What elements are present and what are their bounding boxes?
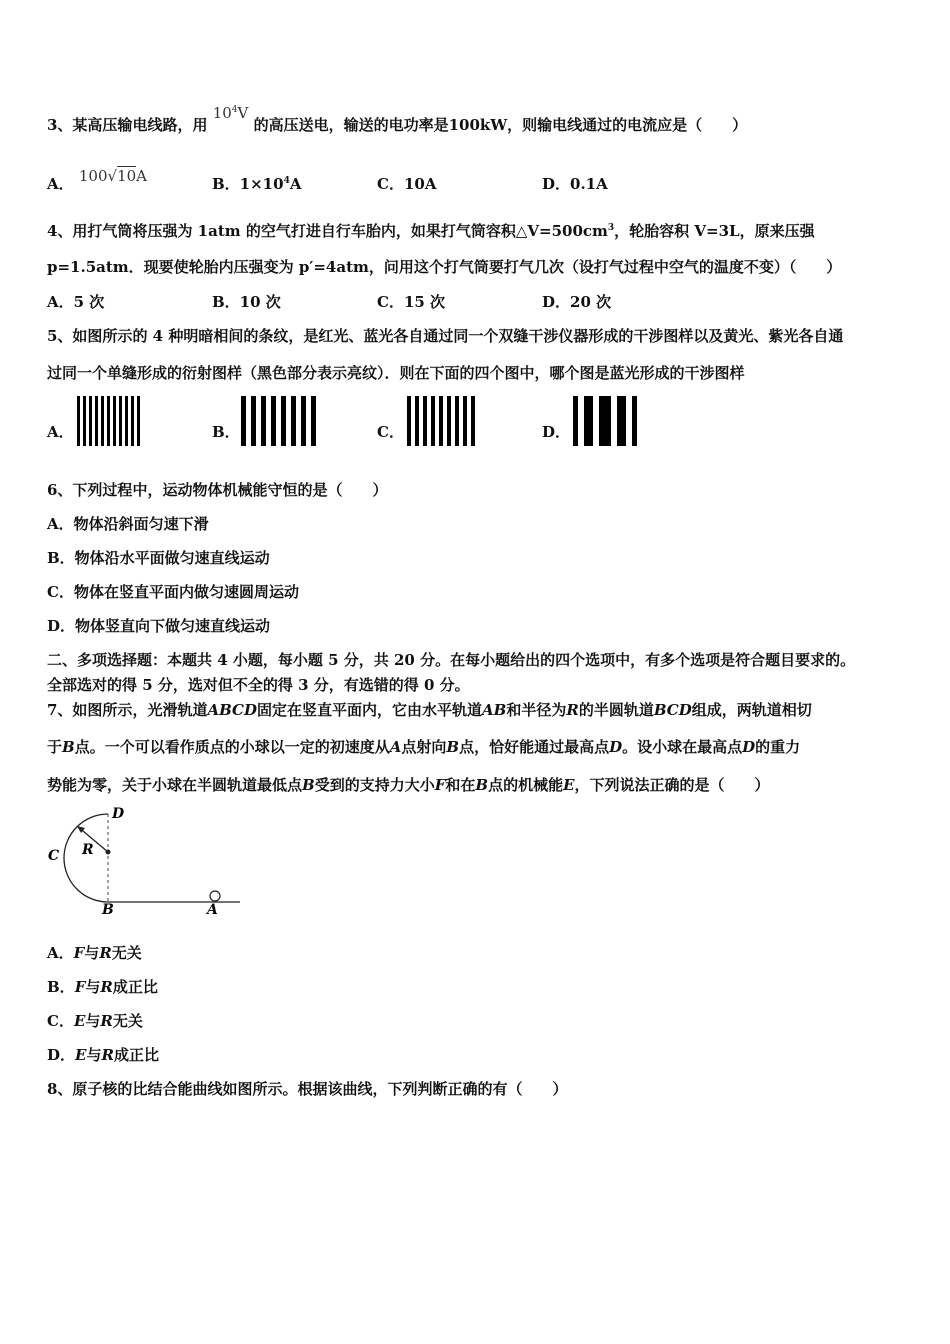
q7-b-v2: R (100, 978, 113, 996)
stripe-bar (415, 396, 419, 446)
q7-b-label: B． (47, 978, 75, 996)
stripe-bar (113, 396, 116, 446)
q7-c-tail: 无关 (112, 1012, 143, 1030)
q3-option-a-label: A． (47, 175, 74, 193)
q7-l3d: 点的机械能 (488, 776, 564, 794)
stripe-bar (423, 396, 427, 446)
q7-l2f: 的重力 (755, 738, 801, 756)
q7-l2d: 点，恰好能通过最高点 (459, 738, 610, 756)
q7-l1b: 固定在竖直平面内，它由水平轨道 (257, 701, 483, 719)
stripe-bar (131, 396, 134, 446)
q3-stem (47, 104, 748, 135)
q4-line1-post: ，轮胎容积 V=3L，原来压强 (614, 222, 815, 240)
stripe-bar (101, 396, 104, 446)
q7-d-v1: E (75, 1046, 87, 1064)
q7-d-v2: R (101, 1046, 114, 1064)
stripe-bar (83, 396, 86, 446)
q3-option-b-unit: A (289, 175, 302, 193)
label-a: A (207, 902, 218, 917)
stripe-bar (573, 396, 578, 446)
q3-option-a[interactable] (47, 167, 148, 194)
q7-l1c: 和半径为 (506, 701, 567, 719)
q3-a-math-radicand: 10 (117, 167, 137, 185)
q8-stem: 8、原子核的比结合能曲线如图所示。根据该曲线，下列判断正确的有（ ） (47, 1080, 568, 1098)
stripe-bar (431, 396, 435, 446)
stripe-bar (125, 396, 128, 446)
q3-option-b-exp: 4 (283, 176, 290, 186)
q7-option-d[interactable] (47, 1045, 159, 1065)
q7-a-tail: 无关 (111, 944, 142, 962)
q7-l1d: 的半圆轨道 (578, 701, 654, 719)
q5-option-d[interactable]: D． (542, 423, 571, 441)
q3-option-c[interactable]: C．10A (377, 175, 437, 193)
q7-a-label: A． (47, 944, 74, 962)
q3-option-b[interactable] (212, 174, 301, 194)
stripe-bar (301, 396, 306, 446)
q7-var-r: R (566, 701, 579, 719)
q7-option-a[interactable] (47, 943, 142, 963)
q4-option-d[interactable]: D．20 次 (542, 293, 612, 311)
q7-l3e: ，下列说法正确的是（ ） (574, 776, 770, 794)
q6-option-a[interactable]: A．物体沿斜面匀速下滑 (47, 515, 209, 533)
q5-pattern-d (573, 396, 652, 446)
q4-option-b[interactable]: B．10 次 (212, 293, 281, 311)
q7-var-ab: AB (482, 701, 507, 719)
q3-voltage-unit: V (237, 104, 249, 122)
q3-option-a-math (79, 167, 147, 185)
q7-b-mid: 与 (85, 978, 101, 996)
stripe-bar (632, 396, 637, 446)
ball-icon (210, 891, 220, 901)
q4-option-c[interactable]: C．15 次 (377, 293, 446, 311)
q7-stem-line1 (47, 700, 812, 720)
q7-var-f: F (434, 776, 446, 794)
q7-l1e: 组成，两轨道相切 (691, 701, 812, 719)
q7-d-label: D． (47, 1046, 76, 1064)
stripe-bar (119, 396, 122, 446)
q3-voltage-base: 10 (212, 104, 232, 122)
q6-option-b[interactable]: B．物体沿水平面做匀速直线运动 (47, 549, 270, 567)
q7-c-mid: 与 (85, 1012, 101, 1030)
q7-l1a: 7、如图所示，光滑轨道 (47, 701, 208, 719)
q7-a-v1: F (73, 944, 85, 962)
q7-option-b[interactable] (47, 977, 158, 997)
q7-l2a: 于 (47, 738, 63, 756)
q7-d-tail: 成正比 (113, 1046, 159, 1064)
q7-var-bcd: BCD (653, 701, 692, 719)
stripe-bar (617, 396, 626, 446)
q7-var-b3: B (302, 776, 315, 794)
q3-option-b-text: B．1×10 (212, 175, 284, 193)
stripe-bar (251, 396, 256, 446)
q3-text-post: 的高压送电，输送的电功率是 (253, 116, 449, 134)
stripe-bar (271, 396, 276, 446)
center-point (106, 850, 111, 855)
q7-track-diagram (45, 802, 245, 917)
q7-stem-line2 (47, 737, 800, 757)
q5-stem-line2: 过同一个单缝形成的衍射图样（黑色部分表示亮纹）．则在下面的四个图中，哪个图是蓝光形成的干涉图样 (47, 364, 745, 382)
q6-stem: 6、下列过程中，运动物体机械能守恒的是（ ） (47, 481, 388, 499)
stripe-bar (584, 396, 593, 446)
q7-l3c: 和在 (445, 776, 476, 794)
q3-voltage-exp: 4 (231, 105, 238, 115)
stripe-bar (95, 396, 98, 446)
stripe-bar (261, 396, 266, 446)
stripe-bar (439, 396, 443, 446)
q6-option-d[interactable]: D．物体竖直向下做匀速直线运动 (47, 617, 271, 635)
q5-option-a[interactable]: A． (47, 423, 74, 441)
q3-option-d[interactable]: D．0.1A (542, 175, 608, 193)
q7-var-b1: B (62, 738, 75, 756)
q7-d-mid: 与 (86, 1046, 102, 1064)
label-b: B (102, 902, 114, 917)
q4-stem-line1 (47, 221, 815, 241)
q7-var-b2: B (446, 738, 460, 756)
stripe-bar (107, 396, 110, 446)
q3-a-math-unit: A (136, 167, 148, 185)
q7-a-mid: 与 (84, 944, 100, 962)
stripe-bar (77, 396, 80, 446)
stripe-bar (463, 396, 467, 446)
q7-a-v2: R (99, 944, 112, 962)
q7-c-label: C． (47, 1012, 74, 1030)
q7-c-v2: R (100, 1012, 113, 1030)
label-c: C (48, 848, 60, 864)
q5-option-b[interactable]: B． (212, 423, 240, 441)
stripe-bar (311, 396, 316, 446)
stripe-bar (599, 396, 611, 446)
q7-b-v1: F (74, 978, 86, 996)
q7-option-c[interactable] (47, 1011, 143, 1031)
q3-power: 100kW (448, 116, 508, 134)
q7-var-e: E (563, 776, 575, 794)
stripe-bar (455, 396, 459, 446)
q7-l3b: 受到的支持力大小 (314, 776, 435, 794)
q7-l2e: 。设小球在最高点 (622, 738, 743, 756)
stripe-bar (471, 396, 475, 446)
q3-voltage (213, 104, 249, 122)
q7-var-a1: A (389, 738, 402, 756)
stripe-bar (291, 396, 296, 446)
q5-stem-line1: 5、如图所示的 4 种明暗相间的条纹，是红光、蓝光各自通过同一个双缝干涉仪器形成的干涉图样以及黄光、紫光各自通 (47, 327, 844, 345)
q7-var-d2: D (742, 738, 756, 756)
q3-a-math-pre: 100 (78, 167, 108, 185)
stripe-bar (137, 396, 140, 446)
stripe-bar (281, 396, 286, 446)
sqrt-icon: √ (107, 167, 118, 185)
section2-line2: 全部选对的得 5 分，选对但不全的得 3 分，有选错的得 0 分。 (47, 676, 470, 694)
stripe-bar (241, 396, 246, 446)
q3-text-post2: ，则输电线通过的电流应是（ ） (507, 116, 748, 134)
q7-var-d1: D (609, 738, 623, 756)
q4-line1-exp: 3 (607, 223, 615, 233)
section2-line1: 二、多项选择题：本题共 4 小题，每小题 5 分，共 20 分。在每小题给出的四个选项中，有多个选项是符合题目要求的。 (47, 651, 856, 669)
q4-stem-line2: p=1.5atm．现要使轮胎内压强变为 p′=4atm，问用这个打气筒要打气几次（设打气过程中空气的温度不变）（ ） (47, 258, 842, 276)
q4-option-a[interactable]: A．5 次 (47, 293, 105, 311)
q7-l3a: 势能为零，关于小球在半圆轨道最低点 (47, 776, 303, 794)
stripe-bar (407, 396, 411, 446)
q7-stem-line3 (47, 775, 770, 795)
q7-l2b: 点。一个可以看作质点的小球以一定的初速度从 (74, 738, 390, 756)
q5-option-c[interactable]: C． (377, 423, 404, 441)
q7-c-v1: E (73, 1012, 86, 1030)
q6-option-c[interactable]: C．物体在竖直平面内做匀速圆周运动 (47, 583, 299, 601)
stripe-bar (89, 396, 92, 446)
label-r: R (82, 842, 94, 858)
q5-pattern-a (77, 396, 142, 446)
q5-pattern-c (407, 396, 477, 446)
q4-line1-text: 4、用打气筒将压强为 1atm 的空气打进自行车胎内，如果打气筒容积△V=500cm (47, 222, 608, 240)
stripe-bar (447, 396, 451, 446)
q7-var-abcd: ABCD (207, 701, 257, 719)
q7-l2c: 点射向 (401, 738, 447, 756)
q7-b-tail: 成正比 (112, 978, 158, 996)
q5-pattern-b (241, 396, 317, 446)
q7-var-b4: B (475, 776, 489, 794)
q3-text-pre: 3、某高压输电线路，用 (47, 116, 208, 134)
label-d: D (112, 806, 125, 822)
semicircle-track (64, 814, 108, 902)
